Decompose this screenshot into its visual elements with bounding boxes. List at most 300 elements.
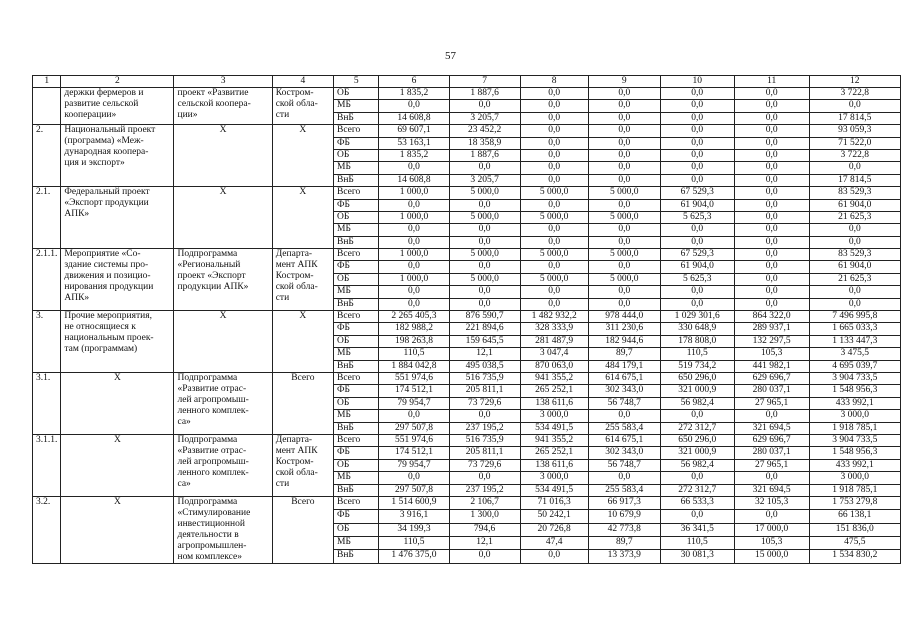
total-value: 61 904,0	[809, 199, 900, 211]
table-row	[33, 434, 901, 446]
year-value: 321 000,9	[660, 385, 734, 397]
funding-source: ФБ	[334, 137, 379, 149]
cell-text-line: сти	[275, 110, 290, 120]
year-value: 3 047,4	[520, 348, 588, 360]
cell-text-line: лей агропромыш-	[177, 394, 249, 405]
year-value: 0,0	[588, 472, 660, 484]
funding-source: ФБ	[334, 323, 379, 335]
year-value: 0,0	[588, 410, 660, 422]
program-name	[174, 372, 272, 434]
year-value: 280 037,1	[734, 385, 809, 397]
year-value: 32 105,3	[734, 496, 809, 509]
cell-text-line: ция и экспорт»	[64, 158, 125, 169]
year-value: 0,0	[734, 249, 809, 261]
executor-name	[272, 187, 333, 249]
funding-source: ВнБ	[334, 422, 379, 434]
item-name	[61, 311, 174, 373]
cell-text-line: ленного комплек-	[177, 467, 249, 478]
year-value: 280 037,1	[734, 447, 809, 459]
year-value: 0,0	[734, 199, 809, 211]
program-name	[174, 187, 272, 249]
year-value: 272 312,7	[660, 422, 734, 434]
year-value: 2 265 405,3	[379, 311, 449, 323]
item-number: 3.	[33, 311, 61, 373]
year-value: 321 694,5	[734, 484, 809, 496]
table-row	[33, 311, 901, 323]
year-value: 650 296,0	[660, 434, 734, 446]
year-value: 56 748,7	[588, 459, 660, 471]
funding-source: ФБ	[334, 510, 379, 523]
year-value: 36 341,5	[660, 523, 734, 536]
year-value: 1 884 042,8	[379, 360, 449, 372]
year-value: 56 748,7	[588, 397, 660, 409]
year-value: 5 000,0	[449, 187, 520, 199]
item-name	[61, 88, 174, 125]
funding-source: ОБ	[334, 459, 379, 471]
year-value: 0,0	[660, 162, 734, 174]
year-value: 0,0	[449, 236, 520, 248]
item-name	[61, 187, 174, 249]
budget-table	[32, 75, 901, 577]
funding-source: ОБ	[334, 523, 379, 536]
year-value: 265 252,1	[520, 385, 588, 397]
total-value: 0,0	[809, 100, 900, 112]
program-name	[174, 125, 272, 187]
item-number: 3.2.	[33, 496, 61, 563]
year-value: 138 611,6	[520, 397, 588, 409]
year-value: 198 263,8	[379, 335, 449, 347]
year-value: 69 607,1	[379, 125, 449, 137]
funding-source: ВнБ	[334, 236, 379, 248]
table-row	[33, 372, 901, 384]
program-name	[174, 249, 272, 311]
cell-text-line: Х	[299, 311, 307, 322]
item-number: 2.	[33, 125, 61, 187]
year-value: 0,0	[660, 88, 734, 100]
year-value: 132 297,5	[734, 335, 809, 347]
year-value: 0,0	[520, 550, 588, 563]
total-value: 71 522,0	[809, 137, 900, 149]
executor-name	[272, 372, 333, 434]
total-value: 0,0	[809, 298, 900, 310]
cell-text-line: «Развитие отрас-	[177, 445, 247, 456]
cell-text-line: ции»	[177, 110, 198, 120]
cell-text-line: ном комплексе»	[177, 551, 242, 562]
funding-source: МБ	[334, 286, 379, 298]
total-value: 3 722,8	[809, 149, 900, 161]
funding-source: МБ	[334, 537, 379, 550]
funding-source: Всего	[334, 125, 379, 137]
year-value: 1 835,2	[379, 88, 449, 100]
cell-text-line: Подпрограмма	[177, 372, 238, 383]
year-value: 42 773,8	[588, 523, 660, 536]
cell-text-line: Х	[219, 311, 227, 322]
cell-text-line: ской обла-	[275, 282, 318, 293]
program-name	[174, 434, 272, 496]
page-number: 57	[445, 50, 456, 62]
year-value: 302 343,0	[588, 447, 660, 459]
cell-text-line: Подпрограмма	[177, 496, 238, 507]
column-number: 9	[588, 76, 660, 88]
year-value: 0,0	[588, 125, 660, 137]
year-value: 159 645,5	[449, 335, 520, 347]
funding-source: ФБ	[334, 261, 379, 273]
year-value: 205 811,1	[449, 447, 520, 459]
year-value: 0,0	[734, 236, 809, 248]
year-value: 941 355,2	[520, 434, 588, 446]
cell-text-line: ской обла-	[275, 467, 318, 478]
year-value: 0,0	[734, 298, 809, 310]
year-value: 0,0	[734, 410, 809, 422]
total-value: 151 836,0	[809, 523, 900, 536]
year-value: 0,0	[660, 174, 734, 186]
cell-text-line: развитие сельской	[64, 99, 139, 109]
funding-source: МБ	[334, 410, 379, 422]
cell-text-line: Подпрограмма	[177, 434, 238, 445]
cell-text-line: Национальный проект	[64, 125, 156, 136]
total-value: 1 753 279,8	[809, 496, 900, 509]
year-value: 73 729,6	[449, 459, 520, 471]
column-number-row	[33, 76, 901, 88]
year-value: 0,0	[734, 187, 809, 199]
table-row	[33, 187, 901, 199]
year-value: 5 000,0	[588, 273, 660, 285]
column-number: 11	[734, 76, 809, 88]
funding-source: ОБ	[334, 335, 379, 347]
funding-source: МБ	[334, 100, 379, 112]
funding-source: ОБ	[334, 88, 379, 100]
cell-text-line: Федеральный проект	[64, 187, 150, 198]
cell-text-line: Х	[219, 125, 227, 136]
total-value: 17 814,5	[809, 112, 900, 124]
total-value: 83 529,3	[809, 249, 900, 261]
year-value: 0,0	[734, 510, 809, 523]
year-value: 0,0	[660, 472, 734, 484]
total-value: 66 138,1	[809, 510, 900, 523]
year-value: 0,0	[379, 199, 449, 211]
year-value: 71 016,3	[520, 496, 588, 509]
year-value: 5 000,0	[520, 187, 588, 199]
total-value: 1 133 447,3	[809, 335, 900, 347]
cell-text-line: Х	[219, 187, 227, 198]
column-number: 3	[174, 76, 272, 88]
funding-source: ВнБ	[334, 360, 379, 372]
item-number: 2.1.1.	[33, 249, 61, 311]
cell-text-line: Х	[299, 125, 307, 136]
year-value: 0,0	[379, 224, 449, 236]
year-value: 182 944,6	[588, 335, 660, 347]
cell-text-line: не относящиеся к	[64, 322, 136, 333]
funding-source: ФБ	[334, 447, 379, 459]
year-value: 5 000,0	[520, 211, 588, 223]
total-value: 21 625,3	[809, 273, 900, 285]
year-value: 50 242,1	[520, 510, 588, 523]
year-value: 0,0	[660, 410, 734, 422]
cell-text-line: ской обла-	[275, 99, 318, 109]
year-value: 255 583,4	[588, 422, 660, 434]
total-value: 61 904,0	[809, 261, 900, 273]
year-value: 3 205,7	[449, 174, 520, 186]
year-value: 255 583,4	[588, 484, 660, 496]
year-value: 0,0	[379, 298, 449, 310]
year-value: 110,5	[660, 537, 734, 550]
year-value: 174 512,1	[379, 385, 449, 397]
year-value: 0,0	[734, 286, 809, 298]
year-value: 3 000,0	[520, 472, 588, 484]
year-value: 519 734,2	[660, 360, 734, 372]
cell-text-line: деятельности в	[177, 529, 239, 540]
year-value: 5 000,0	[449, 211, 520, 223]
executor-name	[272, 249, 333, 311]
year-value: 0,0	[734, 472, 809, 484]
cell-text-line: са»	[177, 416, 191, 427]
year-value: 0,0	[379, 100, 449, 112]
year-value: 0,0	[520, 236, 588, 248]
year-value: 0,0	[520, 88, 588, 100]
total-value: 0,0	[809, 162, 900, 174]
year-value: 0,0	[734, 125, 809, 137]
cell-text-line: дународная коопера-	[64, 147, 149, 158]
year-value: 289 937,1	[734, 323, 809, 335]
year-value: 941 355,2	[520, 372, 588, 384]
year-value: 0,0	[449, 162, 520, 174]
item-name	[61, 372, 174, 434]
cell-text-line: мент АПК	[275, 445, 318, 456]
year-value: 0,0	[660, 112, 734, 124]
year-value: 1 514 600,9	[379, 496, 449, 509]
year-value: 495 038,5	[449, 360, 520, 372]
cell-text-line: Х	[113, 372, 121, 383]
executor-name	[272, 125, 333, 187]
cell-text-line: проект «Развитие	[177, 88, 249, 98]
year-value: 2 106,7	[449, 496, 520, 509]
funding-source: ОБ	[334, 397, 379, 409]
year-value: 14 608,8	[379, 112, 449, 124]
year-value: 328 333,9	[520, 323, 588, 335]
funding-source: МБ	[334, 472, 379, 484]
year-value: 441 982,1	[734, 360, 809, 372]
year-value: 237 195,2	[449, 484, 520, 496]
column-number: 8	[520, 76, 588, 88]
funding-source: МБ	[334, 162, 379, 174]
year-value: 0,0	[449, 472, 520, 484]
total-value: 83 529,3	[809, 187, 900, 199]
year-value: 311 230,6	[588, 323, 660, 335]
year-value: 89,7	[588, 537, 660, 550]
year-value: 1 887,6	[449, 88, 520, 100]
year-value: 237 195,2	[449, 422, 520, 434]
item-name	[61, 125, 174, 187]
year-value: 0,0	[449, 286, 520, 298]
cell-text-line: Прочие мероприятия,	[64, 311, 152, 322]
year-value: 61 904,0	[660, 199, 734, 211]
year-value: 0,0	[379, 410, 449, 422]
year-value: 0,0	[520, 125, 588, 137]
funding-source: ОБ	[334, 273, 379, 285]
year-value: 265 252,1	[520, 447, 588, 459]
year-value: 297 507,8	[379, 422, 449, 434]
funding-source: ФБ	[334, 199, 379, 211]
year-value: 870 063,0	[520, 360, 588, 372]
year-value: 105,3	[734, 348, 809, 360]
cell-text-line: там (программам)	[64, 344, 138, 355]
funding-source: ОБ	[334, 149, 379, 161]
year-value: 302 343,0	[588, 385, 660, 397]
year-value: 484 179,1	[588, 360, 660, 372]
year-value: 1 000,0	[379, 187, 449, 199]
funding-source: ОБ	[334, 211, 379, 223]
year-value: 3 205,7	[449, 112, 520, 124]
year-value: 330 648,9	[660, 323, 734, 335]
year-value: 221 894,6	[449, 323, 520, 335]
cell-text-line: АПК»	[64, 293, 90, 304]
year-value: 876 590,7	[449, 311, 520, 323]
executor-name	[272, 311, 333, 373]
year-value: 1 835,2	[379, 149, 449, 161]
year-value: 67 529,3	[660, 249, 734, 261]
year-value: 12,1	[449, 348, 520, 360]
year-value: 0,0	[588, 224, 660, 236]
year-value: 629 696,7	[734, 434, 809, 446]
year-value: 0,0	[588, 137, 660, 149]
year-value: 79 954,7	[379, 459, 449, 471]
year-value: 0,0	[449, 199, 520, 211]
year-value: 5 000,0	[588, 211, 660, 223]
year-value: 629 696,7	[734, 372, 809, 384]
year-value: 5 625,3	[660, 211, 734, 223]
funding-source: ВнБ	[334, 298, 379, 310]
total-value: 0,0	[809, 224, 900, 236]
year-value: 0,0	[588, 298, 660, 310]
cell-text-line: здание системы про-	[64, 260, 149, 271]
year-value: 0,0	[660, 149, 734, 161]
year-value: 614 675,1	[588, 372, 660, 384]
year-value: 321 000,9	[660, 447, 734, 459]
column-number: 12	[809, 76, 900, 88]
column-number: 5	[334, 76, 379, 88]
year-value: 0,0	[520, 112, 588, 124]
year-value: 272 312,7	[660, 484, 734, 496]
program-name	[174, 88, 272, 125]
year-value: 0,0	[449, 100, 520, 112]
year-value: 17 000,0	[734, 523, 809, 536]
year-value: 1 000,0	[379, 211, 449, 223]
funding-source: ВнБ	[334, 112, 379, 124]
cell-text-line: ленного комплек-	[177, 405, 249, 416]
cell-text-line: Мероприятие «Со-	[64, 249, 141, 260]
year-value: 66 533,3	[660, 496, 734, 509]
year-value: 0,0	[734, 162, 809, 174]
year-value: 0,0	[588, 286, 660, 298]
year-value: 73 729,6	[449, 397, 520, 409]
year-value: 0,0	[449, 224, 520, 236]
funding-source: ВнБ	[334, 550, 379, 563]
year-value: 110,5	[660, 348, 734, 360]
year-value: 0,0	[520, 224, 588, 236]
cell-text-line: нирования продукции	[64, 282, 154, 293]
total-value: 21 625,3	[809, 211, 900, 223]
total-value: 0,0	[809, 286, 900, 298]
table-row	[33, 125, 901, 137]
item-name	[61, 249, 174, 311]
column-number: 10	[660, 76, 734, 88]
year-value: 551 974,6	[379, 372, 449, 384]
year-value: 551 974,6	[379, 434, 449, 446]
year-value: 0,0	[588, 174, 660, 186]
year-value: 0,0	[379, 236, 449, 248]
total-value: 1 548 956,3	[809, 447, 900, 459]
cell-text-line: «Региональный	[177, 260, 241, 271]
year-value: 0,0	[449, 298, 520, 310]
year-value: 864 322,0	[734, 311, 809, 323]
funding-source: ВнБ	[334, 174, 379, 186]
column-number: 1	[33, 76, 61, 88]
year-value: 0,0	[520, 174, 588, 186]
total-value: 475,5	[809, 537, 900, 550]
year-value: 61 904,0	[660, 261, 734, 273]
year-value: 14 608,8	[379, 174, 449, 186]
year-value: 0,0	[379, 286, 449, 298]
year-value: 1 000,0	[379, 273, 449, 285]
cell-text-line: «Экспорт продукции	[64, 198, 149, 209]
year-value: 0,0	[588, 100, 660, 112]
year-value: 978 444,0	[588, 311, 660, 323]
total-value: 93 059,3	[809, 125, 900, 137]
year-value: 0,0	[734, 149, 809, 161]
year-value: 1 000,0	[379, 249, 449, 261]
cell-text-line: Х	[113, 434, 121, 445]
year-value: 27 965,1	[734, 459, 809, 471]
year-value: 0,0	[734, 137, 809, 149]
total-value: 1 534 830,2	[809, 550, 900, 563]
cell-text-line: агропромышлен-	[177, 540, 247, 551]
year-value: 0,0	[660, 510, 734, 523]
cell-text-line: Подпрограмма	[177, 249, 238, 260]
year-value: 0,0	[520, 199, 588, 211]
year-value: 174 512,1	[379, 447, 449, 459]
column-number: 4	[272, 76, 333, 88]
cell-text-line: движения и позицио-	[64, 271, 151, 282]
cell-text-line: АПК»	[64, 209, 90, 220]
year-value: 56 982,4	[660, 397, 734, 409]
year-value: 0,0	[520, 298, 588, 310]
funding-source: Всего	[334, 249, 379, 261]
year-value: 0,0	[734, 112, 809, 124]
year-value: 5 000,0	[588, 187, 660, 199]
year-value: 34 199,3	[379, 523, 449, 536]
year-value: 0,0	[520, 286, 588, 298]
funding-source: Всего	[334, 311, 379, 323]
year-value: 0,0	[734, 100, 809, 112]
total-value: 3 904 733,5	[809, 434, 900, 446]
year-value: 20 726,8	[520, 523, 588, 536]
year-value: 5 625,3	[660, 273, 734, 285]
cell-text-line: Костром-	[275, 456, 314, 467]
year-value: 0,0	[588, 236, 660, 248]
year-value: 10 679,9	[588, 510, 660, 523]
item-number: 2.1.	[33, 187, 61, 249]
year-value: 0,0	[734, 211, 809, 223]
total-value: 17 814,5	[809, 174, 900, 186]
year-value: 0,0	[734, 224, 809, 236]
cell-text-line: Всего	[291, 496, 315, 507]
executor-name	[272, 434, 333, 496]
table-row	[33, 88, 901, 100]
year-value: 47,4	[520, 537, 588, 550]
cell-text-line: сти	[275, 478, 290, 489]
year-value: 516 735,9	[449, 372, 520, 384]
cell-text-line: проект «Экспорт	[177, 271, 246, 282]
